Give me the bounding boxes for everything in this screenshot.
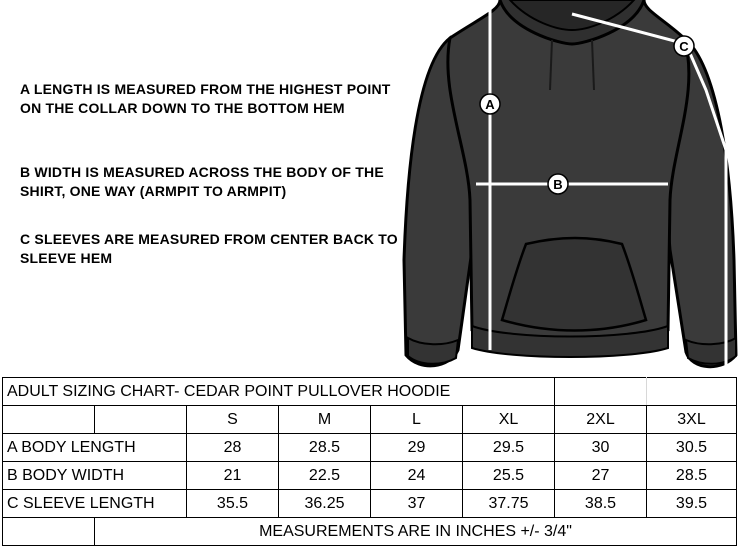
sizing-chart-table	[2, 377, 737, 546]
size-header: M	[279, 406, 371, 434]
marker-a-label: A	[485, 97, 495, 112]
table-cell: 37.75	[463, 490, 555, 518]
hoodie-diagram	[400, 0, 740, 372]
row-label: B BODY WIDTH	[3, 462, 187, 490]
marker-a	[480, 94, 500, 114]
table-header-row	[3, 406, 737, 434]
measurement-note: MEASUREMENTS ARE IN INCHES +/- 3/4"	[95, 518, 737, 546]
marker-c-label: C	[679, 39, 689, 54]
table-cell: 28	[187, 434, 279, 462]
table-cell: 39.5	[647, 490, 737, 518]
table-cell: 24	[371, 462, 463, 490]
table-cell: 30.5	[647, 434, 737, 462]
instruction-sleeve: C SLEEVES ARE MEASURED FROM CENTER BACK TO SLEEVE HEM	[20, 231, 398, 266]
size-header: XL	[463, 406, 555, 434]
table-row	[3, 462, 737, 490]
table-footer-row	[3, 518, 737, 546]
table-cell: 29.5	[463, 434, 555, 462]
table-title-row	[3, 378, 737, 406]
table-cell: 35.5	[187, 490, 279, 518]
table-cell: 28.5	[279, 434, 371, 462]
table-cell: 38.5	[555, 490, 647, 518]
table-cell: 28.5	[647, 462, 737, 490]
table-row	[3, 434, 737, 462]
measurement-instructions	[20, 80, 400, 266]
marker-b	[548, 174, 568, 194]
size-header: 2XL	[555, 406, 647, 434]
table-title: ADULT SIZING CHART- CEDAR POINT PULLOVER HOODIE	[3, 378, 555, 406]
size-header: S	[187, 406, 279, 434]
size-header: L	[371, 406, 463, 434]
row-label: A BODY LENGTH	[3, 434, 187, 462]
kangaroo-pocket	[502, 238, 646, 331]
row-label: C SLEEVE LENGTH	[3, 490, 187, 518]
instruction-width: B WIDTH IS MEASURED ACROSS THE BODY OF THE SHIRT, ONE WAY (ARMPIT TO ARMPIT)	[20, 164, 384, 199]
marker-c	[674, 36, 694, 56]
marker-b-label: B	[553, 177, 563, 192]
table-cell: 36.25	[279, 490, 371, 518]
table-cell: 37	[371, 490, 463, 518]
table-cell: 27	[555, 462, 647, 490]
table-cell: 21	[187, 462, 279, 490]
table-cell: 30	[555, 434, 647, 462]
instruction-length: A LENGTH IS MEASURED FROM THE HIGHEST POINT ON THE COLLAR DOWN TO THE BOTTOM HEM	[20, 81, 391, 116]
table-row	[3, 490, 737, 518]
table-cell: 22.5	[279, 462, 371, 490]
size-header: 3XL	[647, 406, 737, 434]
table-cell: 29	[371, 434, 463, 462]
table-cell: 25.5	[463, 462, 555, 490]
